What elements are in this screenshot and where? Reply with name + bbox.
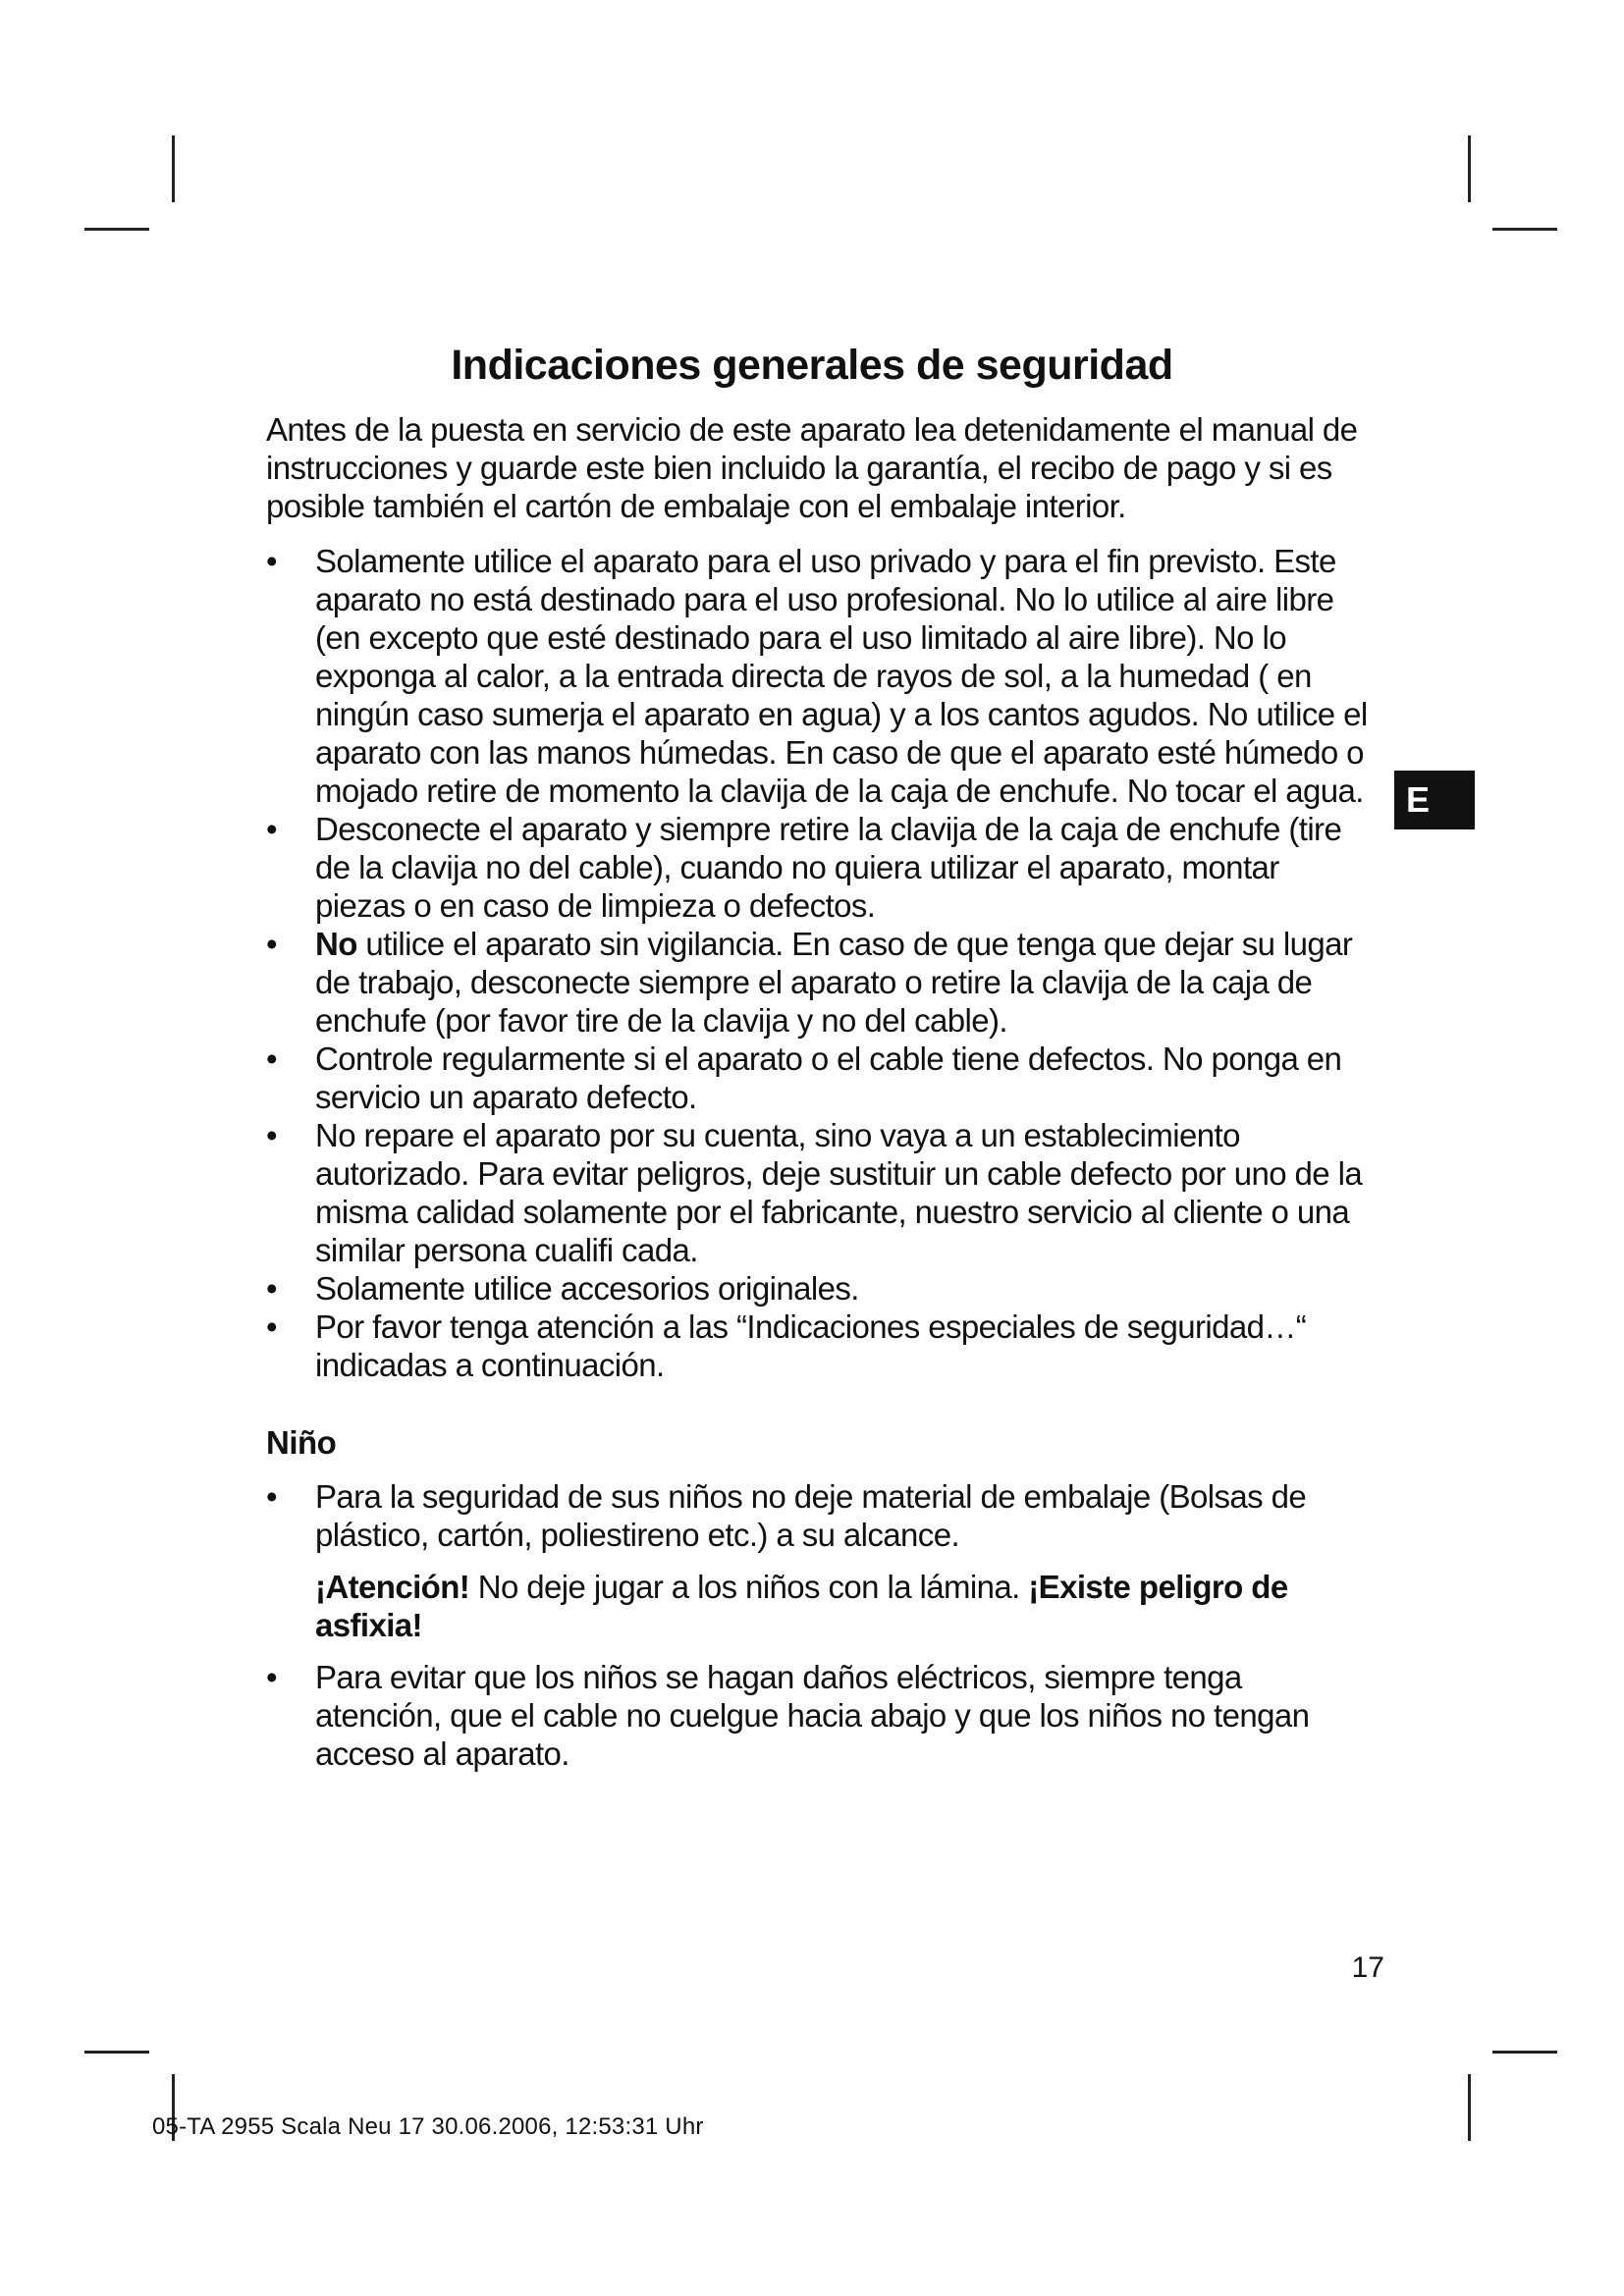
list-item: • Solamente utilice accesorios originales. [266, 1269, 1376, 1308]
crop-mark [172, 135, 175, 202]
list-item: • Solamente utilice el aparato para el uso privado y para el fin previsto. Este aparato no está destinado para el uso profesional. No lo utilice al aire libre (en excepto que esté destinado para el uso limitado al aire libre). No lo exponga al calor, a la entrada directa de rayos de sol, a la humedad ( en ningún caso sumerja el aparato en agua) y a los cantos agudos. No utilice el aparato con las manos húmedas. En caso de que el aparato esté húmedo o mojado retire de momento la clavija de la caja de enchufe. No tocar el agua. [266, 542, 1376, 810]
safety-content [266, 410, 1376, 1773]
list-item: • Desconecte el aparato y siempre retire la clavija de la caja de enchufe (tire de la clavija no del cable), cuando no quiera utilizar el aparato, montar piezas o en caso de limpieza o defectos. [266, 810, 1376, 925]
child-list-2 [266, 1658, 1376, 1773]
warning-text: No deje jugar a los niños con la lámina. [469, 1569, 1029, 1605]
crop-mark [84, 228, 149, 231]
no-emphasis: No [315, 926, 357, 962]
safety-list [266, 542, 1376, 1384]
intro-paragraph: Antes de la puesta en servicio de este aparato lea detenidamente el manual de instrucciones y guarde este bien incluido la garantía, el recibo de pago y si es posible también el cartón de embalaje con el embalaje interior. [266, 411, 1358, 524]
warning-label: ¡Atención! [315, 1569, 470, 1605]
list-item: • Para la seguridad de sus niños no deje material de embalaje (Bolsas de plástico, cartón, poliestireno etc.) a su alcance. [266, 1477, 1376, 1554]
crop-mark [1492, 2051, 1557, 2054]
page-title: Indicaciones generales de seguridad [451, 342, 1173, 389]
crop-mark [1492, 228, 1557, 231]
list-item: • Por favor tenga atención a las “Indicaciones especiales de seguridad…“ indicadas a continuación. [266, 1308, 1376, 1384]
child-list [266, 1477, 1376, 1554]
crop-mark [1468, 135, 1471, 202]
warning-emphasis: ¡Existe peligro de asfixia! [315, 1569, 1288, 1643]
list-item: • Para evitar que los niños se hagan daños eléctricos, siempre tenga atención, que el cable no cuelgue hacia abajo y que los niños no tengan acceso al aparato. [266, 1658, 1376, 1773]
page-number: 17 [1351, 1951, 1384, 1984]
print-footer: 05-TA 2955 Scala Neu 17 30.06.2006, 12:53:31 Uhr [152, 2113, 704, 2140]
warning-line [266, 1568, 1376, 1644]
language-tab: E [1394, 771, 1475, 829]
child-heading: Niño [266, 1424, 337, 1461]
list-item-text: utilice el aparato sin vigilancia. En caso de que tenga que dejar su lugar de trabajo, desconecte siempre el aparato o retire la clavija de la caja de enchufe (por favor tire de la clavija y no del cable). [315, 926, 1353, 1039]
crop-mark [1468, 2074, 1471, 2141]
list-item [266, 925, 1376, 1040]
crop-mark [84, 2051, 149, 2054]
list-item: • No repare el aparato por su cuenta, sino vaya a un establecimiento autorizado. Para evitar peligros, deje sustituir un cable defecto por uno de la misma calidad solamente por el fabricante, nuestro servicio al cliente o una similar persona cualifi cada. [266, 1116, 1376, 1269]
list-item: • Controle regularmente si el aparato o el cable tiene defectos. No ponga en servicio un aparato defecto. [266, 1040, 1376, 1116]
